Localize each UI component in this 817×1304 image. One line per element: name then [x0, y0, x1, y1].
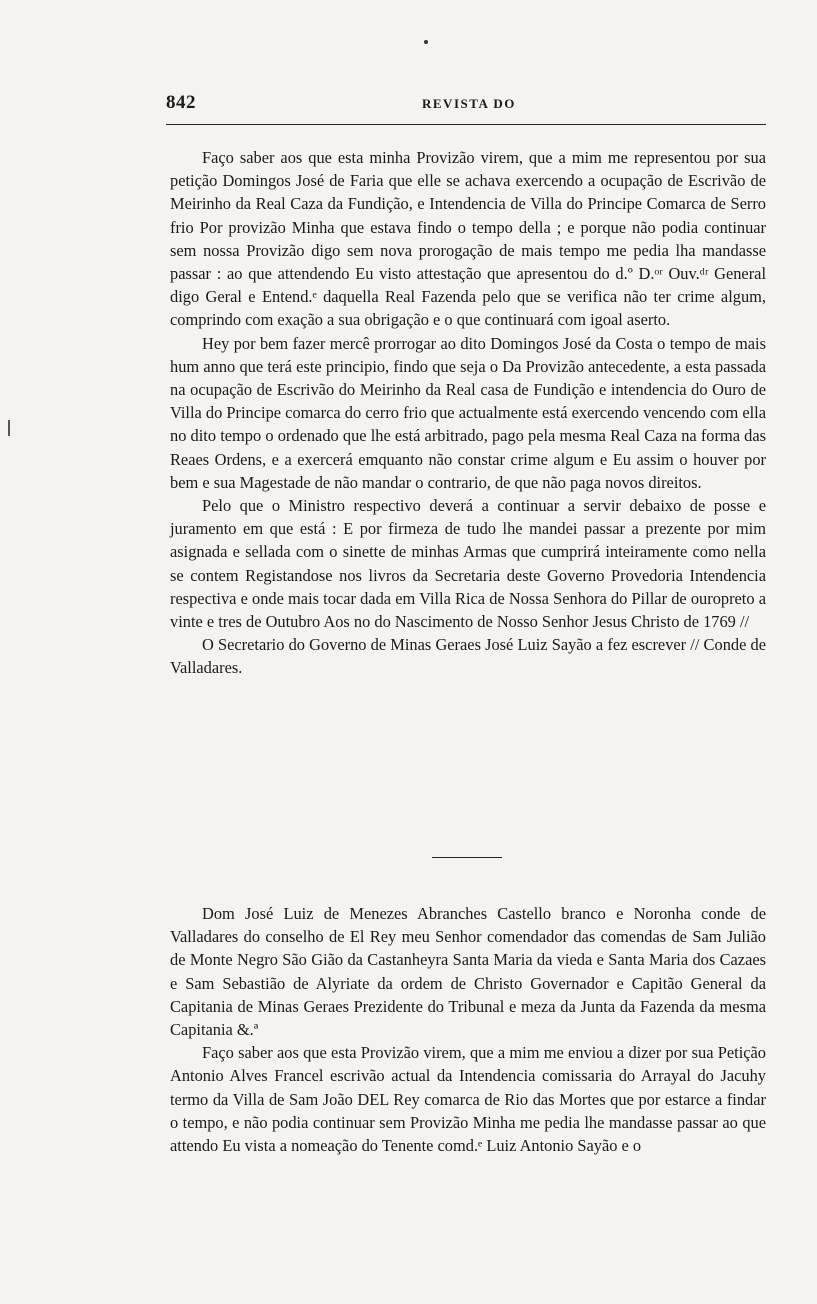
paragraph: Faço saber aos que esta minha Provizão virem, que a mim me representou por sua petição Domingos José de Faria que elle se achava exercendo a ocupação de Escrivão de Meirinho da Real Caza da Fundição, e Intendencia de Villa do Principe Comarca de Serro frio Por provizão Minha que estava findo o tempo della ; e porque não podia continuar sem nossa Provizão digo sem nova prorogação de mais tempo me pedia lha mandasse passar : ao que attendendo Eu visto attestação que apresentou do d.º D.ᵒʳ Ouv.ᵈʳ General digo Geral e Entend.ᵉ daquella Real Fazenda pelo que se verifica não ter crime algum, comprindo com exação a sua obrigação e o que continuará com igoal aserto. [170, 148, 766, 330]
page-dot [424, 40, 428, 44]
page-number: 842 [166, 92, 196, 113]
provision-text-two [170, 902, 766, 1157]
paragraph: Pelo que o Ministro respectivo deverá a continuar a servir debaixo de posse e juramento em que está : E por firmeza de tudo lhe mandei passar a prezente por mim asignada e sellada com o sinette de minhas Armas que cumprirá inteiramente como nella se contem Registandose nos livros da Secretaria deste Governo Provedoria Intendencia respectiva e onde mais tocar dada em Villa Rica de Nossa Senhora do Pillar de ouropreto a vinte e tres de Outubro Aos no do Nascimento de Nosso Senhor Jesus Christo de 1769 // [170, 496, 766, 632]
provision-text-one [170, 146, 766, 680]
paragraph: Dom José Luiz de Menezes Abranches Castello branco e Noronha conde de Valladares do conselho de El Rey meu Senhor comendador das comendas de Sam Julião de Monte Negro São Gião da Castanheyra Santa Maria da vieda e Santa Maria dos Cazaes e Sam Sebastião de Alyriate da ordem de Christo Governador e Capitão General da Capitania de Minas Geraes Prezidente do Tribunal e meza da Junta da Fazenda da mesma Capitania &.ª [170, 904, 766, 1040]
paragraph: O Secretario do Governo de Minas Geraes José Luiz Sayão a fez escrever // Conde de Valladares. [170, 635, 766, 678]
paragraph: Faço saber aos que esta Provizão virem, que a mim me enviou a dizer por sua Petição Antonio Alves Francel escrivão actual da Intendencia comissaria do Arrayal do Jacuhy termo da Villa de Sam João DEL Rey comarca de Rio das Mortes que por estarce a findar o tempo, e não podia continuar sem Provizão Minha me pedia lhe mandasse passar ao que attendo Eu vista a nomeação do Tenente comd.ᵉ Luiz Antonio Sayão e o [170, 1043, 766, 1156]
header-rule [166, 124, 766, 125]
running-head [166, 92, 766, 118]
running-title: REVISTA DO [422, 96, 516, 111]
margin-mark [8, 420, 10, 436]
section-divider [432, 857, 502, 858]
paragraph: Hey por bem fazer mercê prorrogar ao dito Domingos José da Costa o tempo de mais hum anno que terá este principio, findo que seja o Da Provizão antecedente, a esta passada na ocupação de Escrivão do Meirinho da Real casa de Fundição e intendencia do Ouro de Villa do Principe comarca do cerro frio que actualmente está exercendo vencendo com ella no dito tempo o ordenado que lhe está arbitrado, pago pela mesma Real Caza na forma das Reaes Ordens, e a exercerá emquanto não constar crime algum e Eu assim o houver por bem e sua Magestade de não mandar o contrario, de que não paga novos direitos. [170, 333, 766, 492]
